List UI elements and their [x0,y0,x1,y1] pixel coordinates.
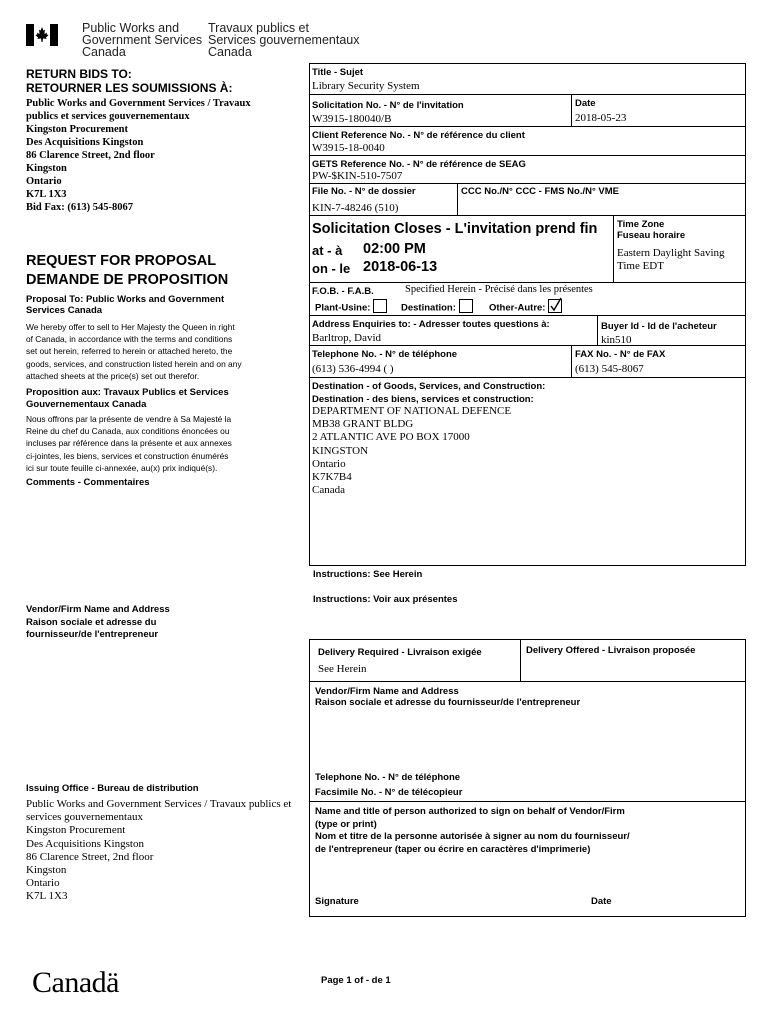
issuing-office-label: Issuing Office - Bureau de distribution [26,783,199,794]
fob-value: Specified Herein - Précisé dans les présentes [405,284,593,295]
dept-fr-line: Travaux publics et [208,21,309,35]
vendor-facsimile-label: Facsimile No. - N° de télécopieur [315,787,463,798]
dept-fr-line: Services gouvernementaux [208,33,360,47]
telephone-label: Telephone No. - N° de téléphone [312,349,458,360]
tz-value-line: Time EDT [617,260,664,272]
closes-date-value: 2018-06-13 [363,259,438,275]
plant-usine-field [315,301,387,315]
proposition-aux [26,387,229,411]
address-line: Kingston [26,864,67,877]
time-zone-value [617,247,725,273]
offer-line: ci-jointes, les biens, services et construction énumérés [26,450,229,461]
delivery-required-label: Delivery Required - Livraison exigée [318,647,482,658]
vendor-label-line: fournisseur/de l'entrepreneur [26,629,159,640]
closes-at-label: at - à [312,243,343,258]
offer-line: goods, services, and construction listed herein and on any [26,358,242,369]
destination-label-line: Destination - des biens, services et construction: [312,393,534,405]
offer-line: We hereby offer to sell to Her Majesty the Queen in right [26,322,235,332]
address-line: Des Acquisitions Kingston [26,137,144,148]
offer-line: incluses par référence dans la présente et aux annexes [26,438,232,449]
offer-line: ici sur toute feuille ci-annexée, au(x) prix indiqué(s). [26,462,218,473]
signer-label-line: Name and title of person authorized to sign on behalf of Vendor/Firm [315,806,625,817]
department-name-fr [208,22,359,58]
signer-label-line: Nom et titre de la personne autorisée à signer au nom du fournisseur/ [315,831,630,842]
destination-address-line: DEPARTMENT OF NATIONAL DEFENCE [312,405,512,417]
address-line: 86 Clarence Street, 2nd floor [26,850,154,863]
rfp-title-en: REQUEST FOR PROPOSAL [26,253,217,269]
address-line: K7L 1X3 [26,890,68,903]
return-bids-title-en: RETURN BIDS TO: [26,67,132,81]
solicitation-closes-label: Solicitation Closes - L'invitation prend fin [312,221,598,237]
plant-checkbox[interactable] [373,299,387,313]
issuing-office-address [26,798,291,904]
checkmark-icon [549,297,563,313]
buyer-id-label: Buyer Id - Id de l'acheteur [601,321,717,332]
title-value: Library Security System [312,80,420,92]
signature-label: Signature [315,896,359,907]
vendor-label-line: Vendor/Firm Name and Address [315,686,459,697]
vendor-label-line: Vendor/Firm Name and Address [26,604,170,615]
address-line: Public Works and Government Services / Travaux [26,98,251,109]
authorized-signer-input[interactable] [312,862,742,892]
bid-fax: Bid Fax: (613) 545-8067 [26,202,134,213]
other-autre-field [489,301,562,315]
other-checkbox[interactable] [548,299,562,313]
destination-address [312,405,511,497]
dept-en-line: Public Works and [82,21,180,35]
instructions-en: Instructions: See Herein [313,569,423,580]
address-enquiries-label: Address Enquiries to: - Adresser toutes questions à: [312,319,550,330]
address-line: 86 Clarence Street, 2nd floor [26,150,155,161]
address-line: Kingston [26,163,67,174]
client-reference-value: W3915-18-0040 [312,142,385,154]
file-number-value: KIN-7-48246 (510) [312,202,399,214]
authorized-signer-label [315,806,630,856]
gets-reference-value: PW-$KIN-510-7507 [312,170,403,182]
destination-address-line: K7K7B4 [312,471,352,484]
vendor-firm-label [315,686,580,708]
destination-address-line: 2 ATLANTIC AVE PO BOX 17000 [312,431,470,444]
buyer-id-value: kin510 [601,334,632,346]
closes-on-label: on - le [312,261,351,276]
fob-label: F.O.B. - F.A.B. [312,286,374,297]
vendor-telephone-label: Telephone No. - N° de téléphone [315,772,461,783]
client-reference-label: Client Reference No. - N° de référence du client [312,130,525,141]
delivery-offered-input[interactable] [522,659,744,679]
proposal-to [26,294,224,316]
address-line: Kingston Procurement [26,824,126,837]
fax-label: FAX No. - N° de FAX [575,349,666,360]
fax-value: (613) 545-8067 [575,363,644,375]
department-name-en [82,22,202,58]
return-bids-address [26,97,251,214]
comments-label: Comments - Commentaires [26,477,150,488]
dept-fr-line: Canada [208,45,252,59]
file-number-label: File No. - N° de dossier [312,186,416,197]
proposition-aux-line: Proposition aux: Travaux Publics et Services [26,387,229,398]
proposition-aux-line: Gouvernementaux Canada [26,399,147,410]
tz-label-line: Fuseau horaire [617,230,686,241]
offer-text-en [26,321,242,382]
time-zone-label [617,219,685,241]
return-bids-title-fr: RETOURNER LES SOUMISSIONS À: [26,81,233,95]
destination-address-line: MB38 GRANT BLDG [312,418,414,431]
address-line: Des Acquisitions Kingston [26,837,144,850]
solicitation-value: W3915-180040/B [312,113,392,125]
instructions-fr: Instructions: Voir aux présentes [313,594,458,605]
address-line: Kingston Procurement [26,124,128,135]
vendor-firm-input[interactable] [312,712,742,767]
offer-line: of Canada, in accordance with the terms and conditions [26,334,233,345]
date-value: 2018-05-23 [575,112,627,124]
signer-label-line: (type or print) [315,818,377,830]
delivery-offered-label: Delivery Offered - Livraison proposée [526,645,696,656]
closes-time-value: 02:00 PM [363,241,426,257]
vendor-firm-label-left [26,604,170,642]
proposal-to-line: Services Canada [26,305,103,316]
destination-address-line: KINGSTON [312,444,369,457]
canada-flag-icon [26,24,58,46]
tz-label-line: Time Zone [617,219,665,230]
date-label: Date [575,98,596,109]
destination-checkbox[interactable] [459,299,473,313]
gets-reference-label: GETS Reference No. - N° de référence de SEAG [312,159,526,170]
other-label: Other-Autre: [489,302,546,314]
vendor-label-line: Raison sociale et adresse du [26,616,157,628]
ccc-label: CCC No./N° CCC - FMS No./N° VME [461,186,620,197]
offer-line: set out herein, referred to herein or attached hereto, the [26,346,233,357]
page-number: Page 1 of - de 1 [321,975,391,986]
destination-label-line: Destination - of Goods, Services, and Construction: [312,381,546,392]
address-line: services gouvernementaux [26,811,143,824]
tz-value-line: Eastern Daylight Saving [617,247,725,259]
destination-field [401,301,473,315]
signature-date-label: Date [591,896,612,907]
offer-line: Reine du chef du Canada, aux conditions énoncées ou [26,426,230,437]
destination-label: Destination: [401,302,456,314]
destination-goods-label [312,381,545,406]
signer-label-line: de l'entrepreneur (taper ou écrire en caractères d'imprimerie) [315,843,591,855]
offer-text-fr [26,413,232,474]
destination-address-line: Ontario [312,457,346,470]
vendor-label-line: Raison sociale et adresse du fournisseur/de l'entrepreneur [315,697,581,708]
address-line: K7L 1X3 [26,189,67,200]
offer-line: Nous offrons par la présente de vendre à Sa Majesté la [26,414,232,424]
delivery-required-value: See Herein [318,663,367,675]
telephone-value: (613) 536-4994 ( ) [312,363,394,375]
dept-en-line: Canada [82,45,126,59]
address-line: Ontario [26,877,60,890]
address-enquiries-value: Barltrop, David [312,332,382,344]
plant-label: Plant-Usine: [315,302,371,314]
title-label: Title - Sujet [312,67,364,78]
rfp-title-fr: DEMANDE DE PROPOSITION [26,272,229,288]
dept-en-line: Government Services [82,33,203,47]
address-line: Ontario [26,176,62,187]
address-line: publics et services gouvernementaux [26,111,190,122]
solicitation-label: Solicitation No. - N° de l'invitation [312,100,464,111]
offer-line: attached sheets at the price(s) set out therefor. [26,370,200,381]
proposal-to-line: Proposal To: Public Works and Government [26,294,225,305]
address-line: Public Works and Government Services / Travaux publics et [26,798,292,810]
destination-address-line: Canada [312,484,345,497]
canada-wordmark: Canadä [32,966,119,999]
